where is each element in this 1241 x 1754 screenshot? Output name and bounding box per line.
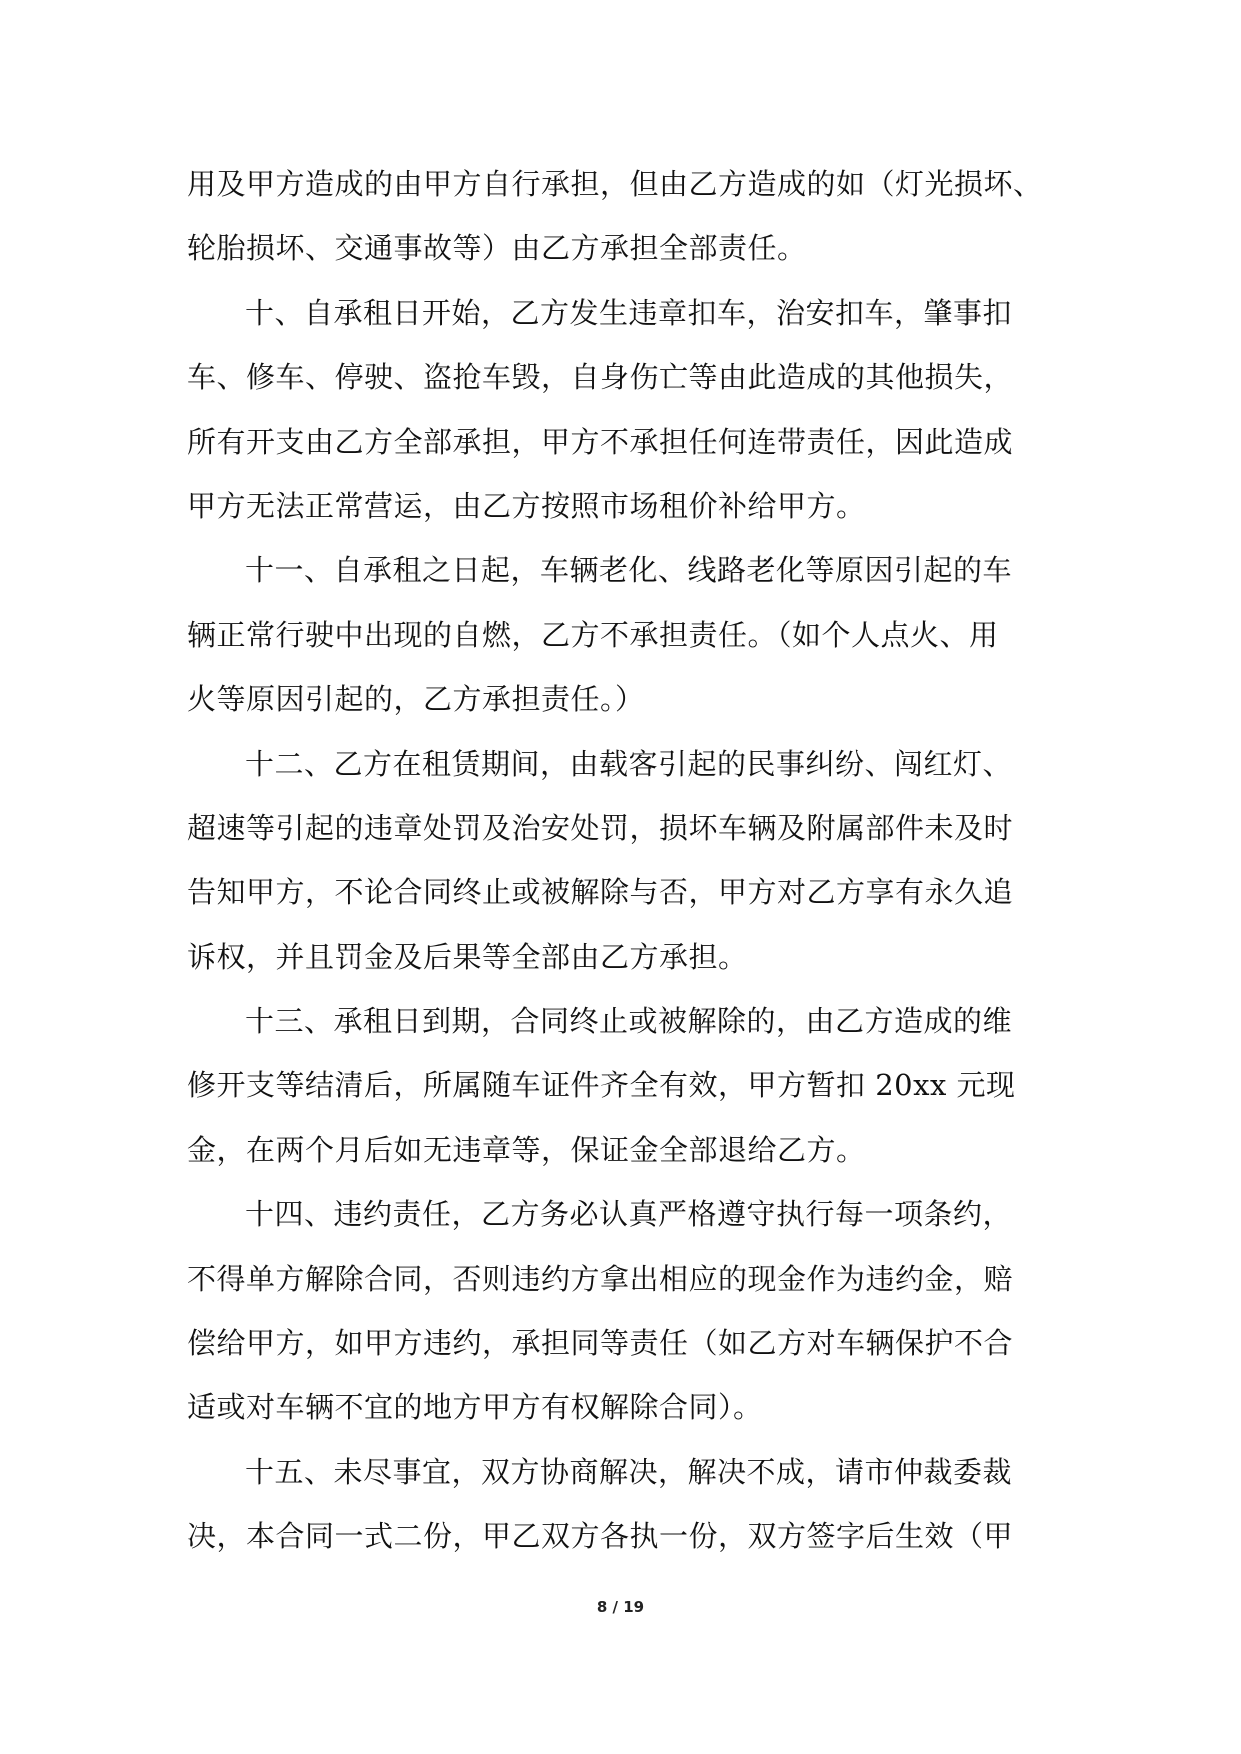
text-line: 告知甲方，不论合同终止或被解除与否，甲方对乙方享有永久追	[187, 875, 1014, 910]
text-line: 所有开支由乙方全部承担，甲方不承担任何连带责任，因此造成	[187, 424, 1014, 459]
text-line: 十三、承租日到期，合同终止或被解除的，由乙方造成的维	[245, 1004, 1013, 1039]
text-line: 十、自承租日开始，乙方发生违章扣车，治安扣车，肇事扣	[245, 295, 1013, 330]
text-line: 诉权，并且罚金及后果等全部由乙方承担。	[187, 939, 748, 974]
text-line: 用及甲方造成的由甲方自行承担，但由乙方造成的如（灯光损坏、	[187, 167, 1043, 201]
text-line: 轮胎损坏、交通事故等）由乙方承担全部责任。	[187, 231, 807, 266]
text-line: 十一、自承租之日起，车辆老化、线路老化等原因引起的车	[245, 553, 1013, 588]
text-line: 十五、未尽事宜，双方协商解决，解决不成，请市仲裁委裁	[245, 1454, 1013, 1489]
text-line: 金，在两个月后如无违章等，保证金全部退给乙方。	[187, 1132, 866, 1167]
text-line: 十四、违约责任，乙方务必认真严格遵守执行每一项条约，	[245, 1197, 1013, 1232]
text-line: 修开支等结清后，所属随车证件齐全有效，甲方暂扣 20xx 元现	[187, 1068, 1016, 1103]
text-line: 甲方无法正常营运，由乙方按照市场租价补给甲方。	[187, 488, 866, 523]
text-line: 不得单方解除合同，否则违约方拿出相应的现金作为违约金，赔	[187, 1261, 1014, 1296]
contract-body-text	[187, 152, 1057, 1569]
text-line: 适或对车辆不宜的地方甲方有权解除合同）。	[187, 1390, 763, 1425]
text-line: 决，本合同一式二份，甲乙双方各执一份，双方签字后生效（甲	[187, 1519, 1014, 1554]
text-line: 火等原因引起的，乙方承担责任。）	[187, 682, 645, 717]
text-line: 超速等引起的违章处罚及治安处罚，损坏车辆及附属部件未及时	[187, 810, 1014, 845]
text-line: 十二、乙方在租赁期间，由载客引起的民事纠纷、闯红灯、	[245, 746, 1013, 781]
text-line: 车、修车、停驶、盗抢车毁，自身伤亡等由此造成的其他损失，	[187, 360, 1014, 395]
page-number: 8 / 19	[596, 1598, 645, 1616]
text-line: 偿给甲方，如甲方违约，承担同等责任（如乙方对车辆保护不合	[187, 1326, 1014, 1361]
text-line: 辆正常行驶中出现的自燃，乙方不承担责任。（如个人点火、用	[187, 617, 999, 652]
